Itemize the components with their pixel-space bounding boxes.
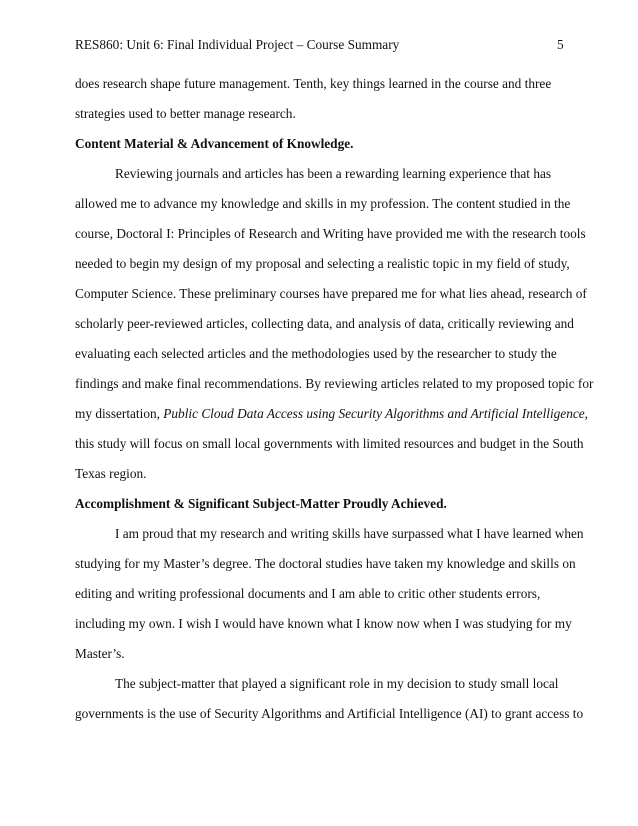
paragraph-2-line-1: I am proud that my research and writing skills have surpassed what I have learned when xyxy=(115,526,584,541)
paragraph-1-line-9-prefix: my dissertation, xyxy=(75,406,164,421)
section-heading-content-material: Content Material & Advancement of Knowledge. xyxy=(75,136,354,151)
paragraph-1-line-7: evaluating each selected articles and the methodologies used by the researcher to study the xyxy=(75,346,557,361)
paragraph-1-line-9 xyxy=(75,405,588,423)
paragraph-2-line-3: editing and writing professional documents and I am able to critic other students errors, xyxy=(75,586,541,601)
paragraph-3-line-1: The subject-matter that played a significant role in my decision to study small local xyxy=(115,676,559,691)
paragraph-2-line-4: including my own. I wish I would have known what I know now when I was studying for my xyxy=(75,616,572,631)
paragraph-1-line-8: findings and make final recommendations. By reviewing articles related to my proposed topic for xyxy=(75,376,594,391)
paragraph-1-line-1: Reviewing journals and articles has been a rewarding learning experience that has xyxy=(115,166,552,181)
section-heading-accomplishment: Accomplishment & Significant Subject-Matter Proudly Achieved. xyxy=(75,496,447,511)
intro-line-2: strategies used to better manage research. xyxy=(75,106,296,121)
intro-line-1: does research shape future management. Tenth, key things learned in the course and three xyxy=(75,76,552,91)
page-number: 5 xyxy=(557,37,564,52)
paragraph-1-line-6: scholarly peer-reviewed articles, collecting data, and analysis of data, critically reviewing and xyxy=(75,316,574,331)
paragraph-1-line-10: this study will focus on small local governments with limited resources and budget in the South xyxy=(75,436,584,451)
running-head: RES860: Unit 6: Final Individual Project – Course Summary xyxy=(75,37,400,52)
paragraph-2-line-5: Master’s. xyxy=(75,646,125,661)
paragraph-1-line-5: Computer Science. These preliminary courses have prepared me for what lies ahead, research of xyxy=(75,286,587,301)
paragraph-1-line-11: Texas region. xyxy=(75,466,147,481)
paragraph-1-line-2: allowed me to advance my knowledge and skills in my profession. The content studied in the xyxy=(75,196,571,211)
paragraph-1-line-4: needed to begin my design of my proposal and selecting a realistic topic in my field of study, xyxy=(75,256,570,271)
paragraph-2-line-2: studying for my Master’s degree. The doctoral studies have taken my knowledge and skills on xyxy=(75,556,576,571)
dissertation-title: Public Cloud Data Access using Security Algorithms and Artificial Intelligence, xyxy=(163,406,588,421)
paragraph-1-line-3: course, Doctoral I: Principles of Research and Writing have provided me with the research tools xyxy=(75,226,586,241)
paragraph-3-line-2: governments is the use of Security Algorithms and Artificial Intelligence (AI) to grant access to xyxy=(75,706,584,721)
